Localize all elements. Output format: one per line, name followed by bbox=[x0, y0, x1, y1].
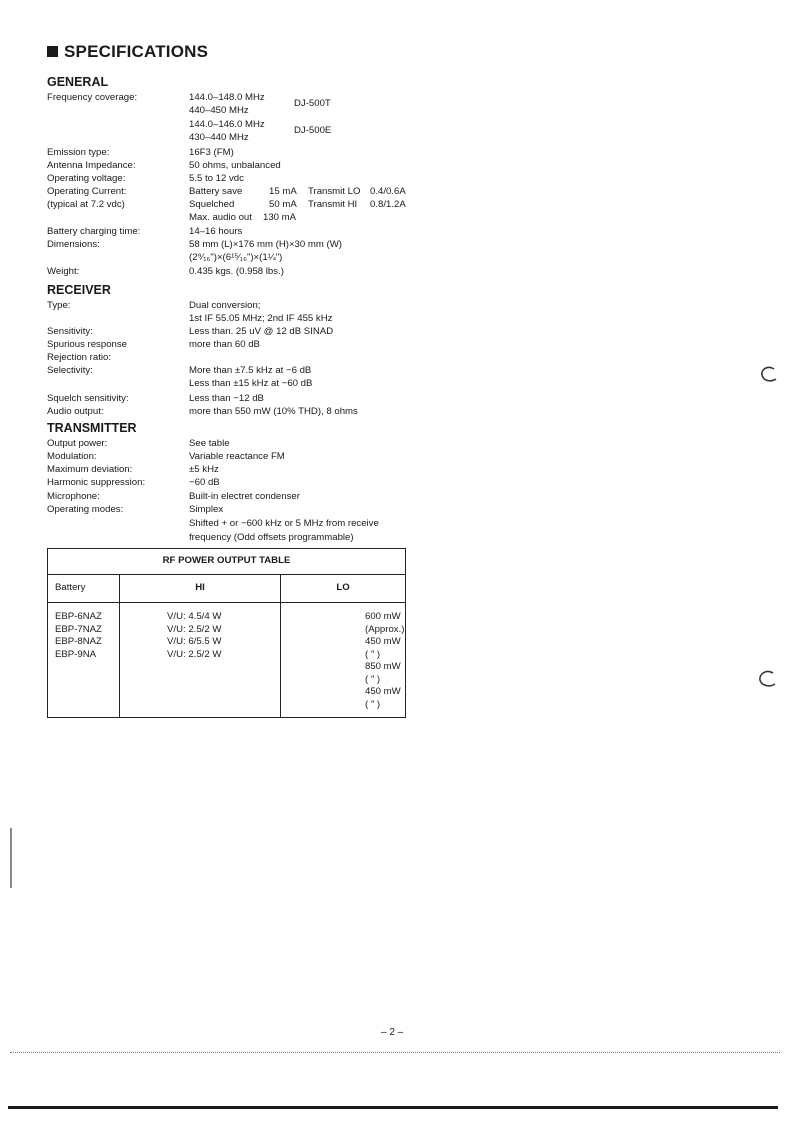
binder-hole-icon bbox=[756, 668, 780, 692]
value-harmonic: −60 dB bbox=[189, 477, 220, 488]
label-rejection: Rejection ratio: bbox=[47, 352, 111, 363]
current-transmit-hi-value: 0.8/1.2A bbox=[370, 199, 406, 210]
table-cell: 450 mW ( ″ ) bbox=[365, 686, 401, 710]
label-microphone: Microphone: bbox=[47, 491, 100, 502]
receiver-heading: RECEIVER bbox=[47, 283, 111, 297]
rf-header-lo: LO bbox=[281, 575, 406, 603]
value-selectivity: Less than ±15 kHz at −60 dB bbox=[189, 378, 313, 389]
label-squelch: Squelch sensitivity: bbox=[47, 393, 129, 404]
rf-power-table bbox=[47, 548, 406, 718]
label-selectivity: Selectivity: bbox=[47, 365, 93, 376]
current-audio-value: 130 mA bbox=[263, 212, 297, 223]
label-impedance: Antenna Impedance: bbox=[47, 160, 136, 171]
rf-battery-column bbox=[48, 603, 120, 718]
value-charging: 14–16 hours bbox=[189, 226, 243, 237]
rf-table-caption: RF POWER OUTPUT TABLE bbox=[48, 549, 406, 575]
label-spurious: Spurious response bbox=[47, 339, 127, 350]
scan-artifact bbox=[10, 828, 12, 888]
current-battery-save-label: Battery save bbox=[189, 186, 243, 197]
value-selectivity: More than ±7.5 kHz at −6 dB bbox=[189, 365, 312, 376]
label-current: Operating Current: bbox=[47, 186, 127, 197]
page-number: – 2 – bbox=[381, 1027, 404, 1038]
footer-rule bbox=[8, 1106, 778, 1109]
table-cell: V/U: 2.5/2 W bbox=[167, 648, 222, 660]
label-modulation: Modulation: bbox=[47, 451, 97, 462]
current-transmit-hi-label: Transmit HI bbox=[308, 199, 358, 210]
label-rx-type: Type: bbox=[47, 300, 71, 311]
table-row: EBP-6NAZ bbox=[55, 611, 102, 622]
label-current-note: (typical at 7.2 vdc) bbox=[47, 199, 125, 210]
rf-header-battery: Battery bbox=[48, 575, 120, 603]
label-voltage: Operating voltage: bbox=[47, 173, 126, 184]
value-modes-shift-note: frequency (Odd offsets programmable) bbox=[189, 532, 354, 543]
table-row: EBP-9NA bbox=[55, 648, 97, 660]
value-voltage: 5.5 to 12 vdc bbox=[189, 173, 244, 184]
value-modulation: Variable reactance FM bbox=[189, 451, 285, 462]
table-cell: V/U: 6/5.5 W bbox=[167, 636, 222, 647]
value-emission: 16F3 (FM) bbox=[189, 147, 234, 158]
freq-line: 430–440 MHz bbox=[189, 132, 249, 143]
square-bullet-icon bbox=[47, 46, 58, 57]
value-microphone: Built-in electret condenser bbox=[189, 491, 300, 502]
table-row: EBP-7NAZ bbox=[55, 623, 102, 635]
current-transmit-lo-value: 0.4/0.6A bbox=[370, 186, 406, 197]
value-dimensions-metric: 58 mm (L)×176 mm (H)×30 mm (W) bbox=[189, 239, 342, 250]
label-sensitivity: Sensitivity: bbox=[47, 326, 93, 337]
footer-dotted-line bbox=[10, 1052, 780, 1053]
label-frequency: Frequency coverage: bbox=[47, 92, 138, 103]
transmitter-heading: TRANSMITTER bbox=[47, 421, 137, 435]
binder-hole-icon bbox=[758, 364, 780, 386]
current-battery-save-value: 15 mA bbox=[269, 186, 297, 197]
label-harmonic: Harmonic suppression: bbox=[47, 477, 146, 488]
value-rx-type: Dual conversion; bbox=[189, 300, 261, 311]
rf-hi-column bbox=[120, 603, 281, 718]
label-modes: Operating modes: bbox=[47, 504, 124, 515]
rf-lo-column bbox=[281, 603, 406, 718]
freq-line: 440–450 MHz bbox=[189, 105, 249, 116]
page-title: SPECIFICATIONS bbox=[47, 42, 208, 62]
value-impedance: 50 ohms, unbalanced bbox=[189, 160, 281, 171]
value-dimensions-imperial: (2⁹⁄₁₆")×(6¹⁵⁄₁₆")×(1¼") bbox=[189, 252, 283, 263]
freq-line: 144.0–148.0 MHz bbox=[189, 92, 265, 103]
value-weight: 0.435 kgs. (0.958 lbs.) bbox=[189, 266, 284, 277]
current-audio-label: Max. audio out bbox=[189, 212, 252, 223]
current-squelched-label: Squelched bbox=[189, 199, 235, 210]
value-audio: more than 550 mW (10% THD), 8 ohms bbox=[189, 406, 358, 417]
value-sensitivity: Less than. 25 uV @ 12 dB SINAD bbox=[189, 326, 334, 337]
label-dimensions: Dimensions: bbox=[47, 239, 100, 250]
value-modes: Simplex bbox=[189, 504, 224, 515]
value-spurious: more than 60 dB bbox=[189, 339, 260, 350]
value-deviation: ±5 kHz bbox=[189, 464, 219, 475]
label-output-power: Output power: bbox=[47, 438, 108, 449]
current-transmit-lo-label: Transmit LO bbox=[308, 186, 361, 197]
model-dj500t: DJ-500T bbox=[294, 98, 331, 109]
model-dj500e: DJ-500E bbox=[294, 125, 332, 136]
value-squelch: Less than −12 dB bbox=[189, 393, 264, 404]
label-charging: Battery charging time: bbox=[47, 226, 141, 237]
value-modes-shift: Shifted + or −600 kHz or 5 MHz from receive bbox=[189, 518, 379, 529]
table-row: EBP-8NAZ bbox=[55, 636, 102, 647]
table-cell: 450 mW ( ″ ) bbox=[365, 636, 401, 660]
general-heading: GENERAL bbox=[47, 75, 109, 89]
table-cell: V/U: 2.5/2 W bbox=[167, 623, 222, 635]
label-emission: Emission type: bbox=[47, 147, 110, 158]
label-weight: Weight: bbox=[47, 266, 80, 277]
table-cell: V/U: 4.5/4 W bbox=[167, 611, 222, 622]
table-cell: 850 mW ( ″ ) bbox=[365, 661, 401, 685]
table-cell: 600 mW (Approx.) bbox=[365, 611, 405, 635]
current-squelched-value: 50 mA bbox=[269, 199, 297, 210]
value-output-power: See table bbox=[189, 438, 230, 449]
value-rx-if: 1st IF 55.05 MHz; 2nd IF 455 kHz bbox=[189, 313, 333, 324]
rf-header-hi: HI bbox=[120, 575, 281, 603]
label-audio: Audio output: bbox=[47, 406, 104, 417]
label-deviation: Maximum deviation: bbox=[47, 464, 133, 475]
freq-line: 144.0–146.0 MHz bbox=[189, 119, 265, 130]
